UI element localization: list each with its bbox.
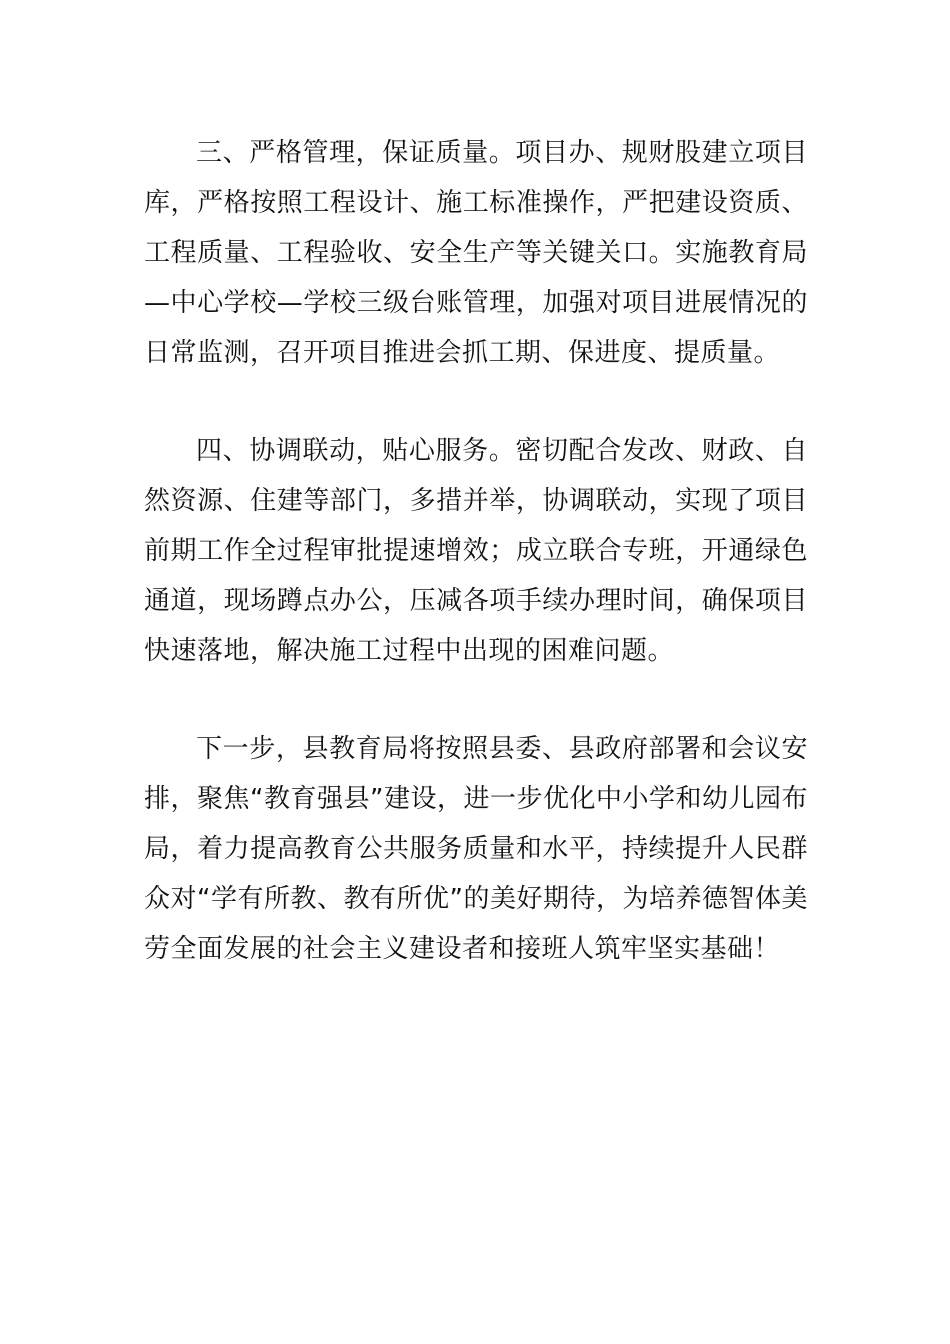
paragraph-coordination-service: 四、协调联动，贴心服务。密切配合发改、财政、自然资源、住建等部门，多措并举，协调联动，实现了项目前期工作全过程审批提速增效；成立联合专班，开通绿色通道，现场蹲点办公，压减各项手续办理时间，确保项目快速落地，解决施工过程中出现的困难问题。 [144,436,808,666]
paragraph-next-steps: 下一步，县教育局将按照县委、县政府部署和会议安排，聚焦“教育强县”建设，进一步优化中小学和幼儿园布局，着力提高教育公共服务质量和水平，持续提升人民群众对“学有所教、教有所优”的美好期待，为培养德智体美劳全面发展的社会主义建设者和接班人筑牢坚实基础！ [144,734,808,964]
document-body [144,128,808,974]
paragraph-quality-management: 三、严格管理，保证质量。项目办、规财股建立项目库，严格按照工程设计、施工标准操作，严把建设资质、工程质量、工程验收、安全生产等关键关口。实施教育局—中心学校—学校三级台账管理，加强对项目进展情况的日常监测，召开项目推进会抓工期、保进度、提质量。 [144,138,808,368]
